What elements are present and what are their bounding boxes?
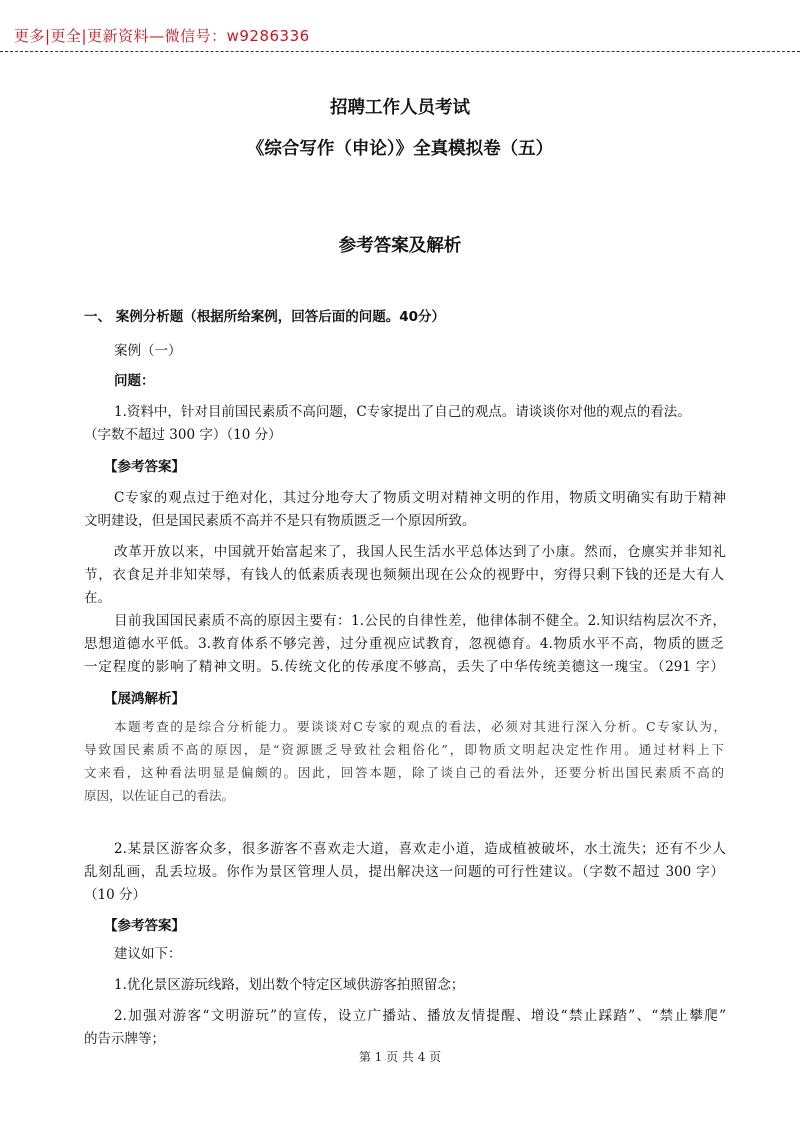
question-1-line1: 1.资料中，针对目前国民素质不高问题，C专家提出了自己的观点。请谈谈你对他的观点的看法。 [114,404,691,420]
analysis-line2: 导致国民素质不高的原因，是“资源匮乏导致社会粗俗化”，即物质文明起决定性作用。通过材料上下 [84,742,724,757]
answer-label: 【参考答案】 [104,459,185,475]
answer-1-para3-line3: 一定程度的影响了精神文明。5.传统文化的传承度不够高，丢失了中华传统美德这一瑰宝。（291 字） [84,659,724,675]
analysis-line4: 原因，以佐证自己的看法。 [84,788,235,803]
answer-1-para3-line1: 目前我国国民素质不高的原因主要有：1.公民的自律性差，他律体制不健全。2.知识结构层次不齐， [114,613,726,629]
answer-1-para2-line1: 改革开放以来，中国就开始富起来了，我国人民生活水平总体达到了小康。然而，仓廪实并非知礼 [114,544,726,560]
answer-2-item2-line1: 2.加强对游客“文明游玩”的宣传，设立广播站、播放友情提醒、增设“禁止踩踏”、“禁止攀爬” [114,1008,726,1024]
answer-1-para1-line1: C专家的观点过于绝对化，其过分地夸大了物质文明对精神文明的作用，物质文明确实有助于精神 [114,490,726,506]
analysis-line3: 文来看，这种看法明显是偏颇的。因此，回答本题，除了谈自己的看法外，还要分析出国民素质不高的 [84,765,724,780]
question-2-line1: 2.某景区游客众多，很多游客不喜欢走大道，喜欢走小道，造成植被破坏，水土流失；还有不少人 [114,841,726,857]
doc-title-line1: 招聘工作人员考试 [330,98,470,118]
doc-title-line2: 《综合写作（申论）》全真模拟卷（五） [246,139,554,159]
question-label: 问题： [114,373,155,389]
doc-subtitle: 参考答案及解析 [338,236,462,256]
question-2-line2: 乱刻乱画，乱丢垃圾。你作为景区管理人员，提出解决这一问题的可行性建议。（字数不超过 300 字） [84,864,724,880]
question-1-line2: （字数不超过 300 字）（10 分） [84,427,282,443]
analysis-label: 【展鸿解析】 [104,691,185,707]
answer-label-2: 【参考答案】 [104,918,185,934]
header-divider [0,51,800,52]
analysis-line1: 本题考查的是综合分析能力。要谈谈对C专家的观点的看法，必须对其进行深入分析。C专家认为， [114,719,726,734]
section-heading: 一、 案例分析题（根据所给案例，回答后面的问题。40分） [84,309,445,325]
answer-1-para2-line2: 节，衣食足并非知荣辱，有钱人的低素质表现也频频出现在公众的视野中，穷得只剩下钱的还是大有人 [84,567,724,583]
answer-2-intro: 建议如下： [114,946,182,962]
answer-2-item2-line2: 的告示牌等； [84,1031,165,1047]
question-2-line3: （10 分） [84,887,146,903]
page-number-footer: 第 1 页 共 4 页 [358,1050,442,1064]
answer-1-para2-line3: 在。 [84,590,111,606]
answer-1-para3-line2: 思想道德水平低。3.教育体系不够完善，过分重视应试教育，忽视德育。4.物质水平不高，物质的匮乏 [84,636,724,652]
case-label: 案例（一） [114,343,182,359]
answer-1-para1-line2: 文明建设，但是国民素质不高并不是只有物质匮乏一个原因所致。 [84,513,476,529]
answer-2-item1: 1.优化景区游玩线路，划出数个特定区域供游客拍照留念； [114,977,465,993]
header-contact-banner: 更多|更全|更新资料—微信号：w9286336 [14,27,310,45]
